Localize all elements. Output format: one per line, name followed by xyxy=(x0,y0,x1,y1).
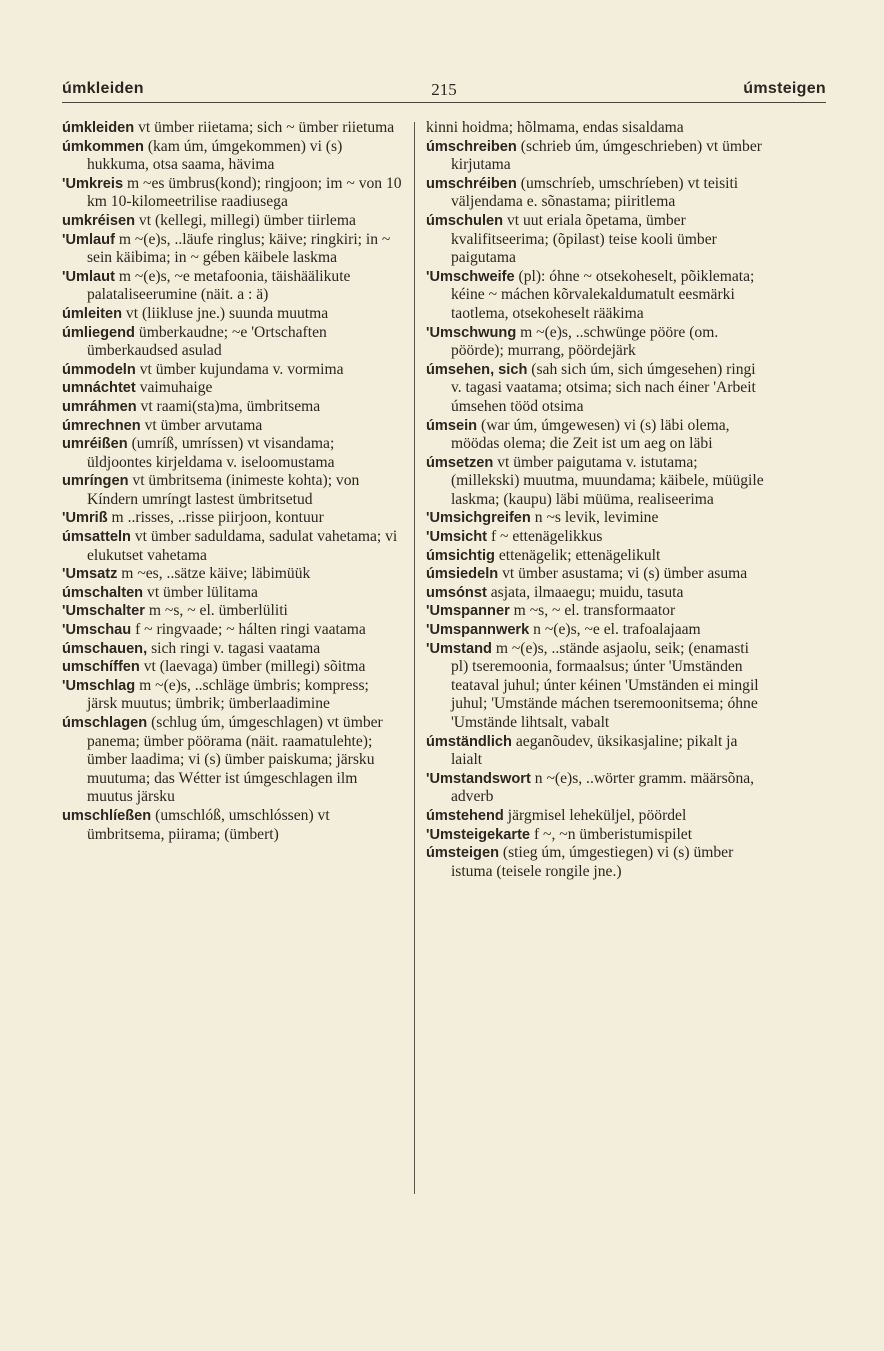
entry-headword: umríngen xyxy=(62,473,129,490)
entry-definition: m ..risses, ..risse piirjoon, kontuur xyxy=(111,509,324,527)
entry-definition: (war úm, úmgewesen) vi (s) läbi olema, möödas olema; die Zeit ist um aeg on läbi xyxy=(450,416,730,453)
entry-headword: 'Umsichgreifen xyxy=(426,510,531,527)
dictionary-entry xyxy=(62,584,402,603)
entry-definition: (stieg úm, úmgestiegen) vi (s) ümber istuma (teisele rongile jne.) xyxy=(450,844,734,880)
dictionary-entry xyxy=(426,454,766,510)
entry-definition: (umschríeb, umschríeben) vt teisiti väljendama e. sõnastama; piiritlema xyxy=(450,174,739,211)
entry-headword: úmschalten xyxy=(62,584,144,601)
dictionary-entry xyxy=(426,733,766,770)
dictionary-entry xyxy=(62,435,402,472)
entry-definition: (pl): óhne ~ otsekoheselt, põiklemata; kéine ~ máchen kõrvalekaldumatult eesmärki taotlema, otsekoheselt rääkima xyxy=(450,267,755,322)
entry-headword: úmleiten xyxy=(62,305,123,322)
entry-headword: úmschulen xyxy=(426,212,504,229)
dictionary-entry xyxy=(426,212,766,268)
dictionary-entry xyxy=(62,565,402,584)
entry-definition: (kam úm, úmgekommen) vi (s) hukkuma, otsa saama, hävima xyxy=(86,137,343,174)
entry-headword: 'Umschalter xyxy=(62,603,145,620)
entry-headword: úmkleiden xyxy=(62,120,135,136)
entry-definition: vt ümber riietama; sich ~ ümber riietuma xyxy=(138,119,395,136)
header-right-guide-word: úmsteigen xyxy=(743,80,826,97)
entry-headword: úmsatteln xyxy=(62,529,131,546)
dictionary-entry xyxy=(62,305,402,324)
dictionary-entry xyxy=(62,231,402,268)
entry-headword: 'Umriß xyxy=(62,510,108,527)
dictionary-entry xyxy=(62,472,402,509)
dictionary-entry xyxy=(426,324,766,361)
dictionary-entry xyxy=(62,268,402,305)
dictionary-entry xyxy=(62,714,402,807)
dictionary-entry xyxy=(62,119,402,138)
dictionary-entry xyxy=(62,212,402,231)
entry-definition: vt ümber asustama; vi (s) ümber asuma xyxy=(502,565,748,583)
entry-headword: 'Umkreis xyxy=(62,175,124,192)
dictionary-entry xyxy=(426,119,766,138)
dictionary-entry xyxy=(426,509,766,528)
dictionary-entry xyxy=(426,770,766,807)
dictionary-entry xyxy=(62,361,402,380)
entry-definition: asjata, ilmaaegu; muidu, tasuta xyxy=(490,583,684,601)
entry-definition: f ~, ~n ümberistumispilet xyxy=(533,825,693,843)
entry-definition: ettenägelik; ettenägelikult xyxy=(498,546,661,564)
entry-definition: vt (liikluse jne.) suunda muutma xyxy=(125,304,329,322)
dictionary-entry xyxy=(62,138,402,175)
entry-definition: m ~s, ~ el. transformaator xyxy=(513,602,676,620)
dictionary-entry xyxy=(62,509,402,528)
entry-definition: m ~(e)s, ~e metafoonia, täishäälikute palataliseerumine (näit. a : ä) xyxy=(86,267,351,304)
entry-definition: f ~ ettenägelikkus xyxy=(490,528,603,546)
entry-definition: n ~s levik, levimine xyxy=(534,509,659,527)
dictionary-entry xyxy=(62,379,402,398)
entry-headword: úmsein xyxy=(426,417,478,434)
entry-definition: ümberkaudne; ~e 'Ortschaften ümberkaudsed asulad xyxy=(86,323,327,360)
dictionary-entry xyxy=(62,621,402,640)
entry-definition: n ~(e)s, ..wörter gramm. määrsõna, adverb xyxy=(450,769,755,806)
left-column xyxy=(62,119,402,1199)
entry-headword: 'Umschweife xyxy=(426,268,515,285)
page-header xyxy=(62,80,826,103)
dictionary-entry xyxy=(62,528,402,565)
entry-definition: vt ümbritsema (inimeste kohta); von Kíndern umríngt lastest ümbritsetud xyxy=(86,472,360,508)
entry-definition: m ~(e)s, ..läufe ringlus; käive; ringkiri; in ~ sein käibima; in ~ gében käibele laskma xyxy=(86,230,391,267)
dictionary-entry xyxy=(426,807,766,826)
dictionary-entry xyxy=(62,677,402,714)
entry-headword: umréißen xyxy=(62,436,128,453)
dictionary-entry xyxy=(426,826,766,845)
entry-headword: 'Umsteigekarte xyxy=(426,826,531,843)
entry-headword: úmstehend xyxy=(426,807,504,824)
entry-headword: 'Umstandswort xyxy=(426,770,531,787)
entry-definition: vt raami(sta)ma, ümbritsema xyxy=(140,397,321,415)
entry-definition: (umschlóß, umschlóssen) vt ümbritsema, piirama; (ümbert) xyxy=(86,806,330,843)
entry-headword: 'Umsatz xyxy=(62,566,118,583)
entry-definition: järgmisel leheküljel, pöördel xyxy=(507,806,687,824)
entry-headword: úmsteigen xyxy=(426,845,499,862)
dictionary-entry xyxy=(62,324,402,361)
dictionary-entry xyxy=(426,547,766,566)
entry-definition: sich ringi v. tagasi vaatama xyxy=(151,639,321,657)
dictionary-entry xyxy=(62,175,402,212)
entry-definition: m ~es, ..sätze käive; läbimüük xyxy=(121,565,311,583)
entry-definition: vt ümber arvutama xyxy=(144,416,263,434)
entry-definition: vt (kellegi, millegi) ümber tiirlema xyxy=(138,211,356,229)
entry-headword: 'Umspanner xyxy=(426,603,510,620)
dictionary-entry xyxy=(426,361,766,417)
entry-headword: úmständlich xyxy=(426,733,512,750)
entry-headword: umschréiben xyxy=(426,175,517,192)
entry-definition: m ~(e)s, ..schwünge pööre (om. pöörde); murrang, pöördejärk xyxy=(450,323,719,360)
dictionary-entry xyxy=(62,417,402,436)
entry-definition: vt (laevaga) ümber (millegi) sõitma xyxy=(143,658,366,676)
dictionary-entry xyxy=(426,844,766,881)
entry-headword: úmschauen, xyxy=(62,640,148,657)
dictionary-entry xyxy=(62,640,402,659)
entry-headword: úmsetzen xyxy=(426,454,494,471)
dictionary-entry xyxy=(62,658,402,677)
entry-headword: umráhmen xyxy=(62,398,137,415)
entry-headword: umnáchtet xyxy=(62,380,136,397)
entry-headword: úmkommen xyxy=(62,138,144,155)
entry-definition: vt ümber lülitama xyxy=(147,583,258,601)
entry-headword: 'Umschwung xyxy=(426,324,517,341)
right-column xyxy=(426,119,766,1199)
entry-headword: úmrechnen xyxy=(62,417,141,434)
entry-headword: umkréisen xyxy=(62,212,136,229)
dictionary-entry xyxy=(426,417,766,454)
entry-definition: m ~s, ~ el. ümberlüliti xyxy=(148,602,288,620)
dictionary-entry xyxy=(426,175,766,212)
entry-headword: 'Umschau xyxy=(62,622,132,639)
entry-headword: 'Umlaut xyxy=(62,268,115,285)
dictionary-entry xyxy=(426,621,766,640)
column-divider xyxy=(414,122,415,1194)
dictionary-entry xyxy=(426,584,766,603)
header-left-guide-word: úmkleiden xyxy=(62,80,144,97)
dictionary-entry xyxy=(62,602,402,621)
page-number: 215 xyxy=(431,80,457,99)
dictionary-entry xyxy=(426,602,766,621)
entry-headword: úmsiedeln xyxy=(426,566,499,583)
entry-definition: (schrieb úm, úmgeschrieben) vt ümber kirjutama xyxy=(450,137,762,174)
entry-definition: (sah sich úm, sich úmgesehen) ringi v. tagasi vaatama; otsima; sich nach éiner 'Arbeit úmsehen tööd otsima xyxy=(450,360,756,415)
entry-definition: vt ümber saduldama, sadulat vahetama; vi elukutset vahetama xyxy=(86,528,398,564)
dictionary-entry xyxy=(426,528,766,547)
entry-definition: vaimuhaige xyxy=(139,379,213,397)
entry-definition: m ~(e)s, ..stände asjaolu, seik; (enamasti pl) tseremoonia, formaalsus; únter 'Umständen teataval juhul; únter kéinen 'Umständen ei mingil juhul; 'Umstände máchen tseremoonitsema; óhne 'Umstände lihtsalt, vabalt xyxy=(450,639,759,731)
entry-headword: 'Umstand xyxy=(426,640,492,657)
entry-headword: úmsehen, sich xyxy=(426,361,528,378)
entry-headword: umsónst xyxy=(426,584,487,601)
entry-definition: m ~(e)s, ..schläge ümbris; kompress; järsk muutus; ümbrik; ümberlaadimine xyxy=(86,676,369,713)
entry-headword: 'Umsicht xyxy=(426,529,488,546)
dictionary-entry xyxy=(426,640,766,733)
entry-definition: kinni hoidma; hõlmama, endas sisaldama xyxy=(426,119,684,136)
entry-definition: vt ümber paigutama v. istutama; (millekski) muutma, muundama; käibele, müügile laskma; (kaupu) läbi müüma, realiseerima xyxy=(450,453,764,508)
dictionary-entry xyxy=(62,807,402,844)
dictionary-entry xyxy=(426,268,766,324)
entry-definition: f ~ ringvaade; ~ hálten ringi vaatama xyxy=(135,621,366,639)
entry-definition: m ~es ümbrus(kond); ringjoon; im ~ von 10 km 10-kilomeetrilise raadiusega xyxy=(86,174,402,211)
entry-headword: úmliegend xyxy=(62,324,135,341)
entry-headword: 'Umspannwerk xyxy=(426,622,530,639)
entry-definition: aeganõudev, üksikasjaline; pikalt ja laialt xyxy=(450,732,738,769)
entry-definition: (umríß, umríssen) vt visandama; üldjoontes kirjeldama v. iseloomustama xyxy=(86,435,335,471)
entry-headword: 'Umschlag xyxy=(62,677,136,694)
entry-definition: vt ümber kujundama v. vormima xyxy=(139,360,344,378)
entry-headword: 'Umlauf xyxy=(62,231,115,248)
entry-headword: úmschlagen xyxy=(62,715,148,731)
entry-definition: n ~(e)s, ~e el. trafoalajaam xyxy=(533,621,701,639)
entry-headword: umschíffen xyxy=(62,659,140,676)
entry-definition: (schlug úm, úmgeschlagen) vt ümber panema; ümber pöörama (näit. raamatulehte); ümber laadima; vi (s) ümber paiskuma; järsku muutuma; das Wétter ist úmgeschlagen ilm muutus järsku xyxy=(86,714,383,806)
entry-headword: úmschreiben xyxy=(426,138,517,155)
dictionary-entry xyxy=(426,565,766,584)
entry-definition: vt uut eriala õpetama, ümber kvalifitseerima; (õpilast) teise kooli ümber paigutama xyxy=(450,211,717,267)
dictionary-entry xyxy=(62,398,402,417)
entry-headword: úmsichtig xyxy=(426,547,495,564)
entry-headword: umschlíeßen xyxy=(62,807,152,824)
entry-headword: úmmodeln xyxy=(62,361,136,378)
dictionary-entry xyxy=(426,138,766,175)
